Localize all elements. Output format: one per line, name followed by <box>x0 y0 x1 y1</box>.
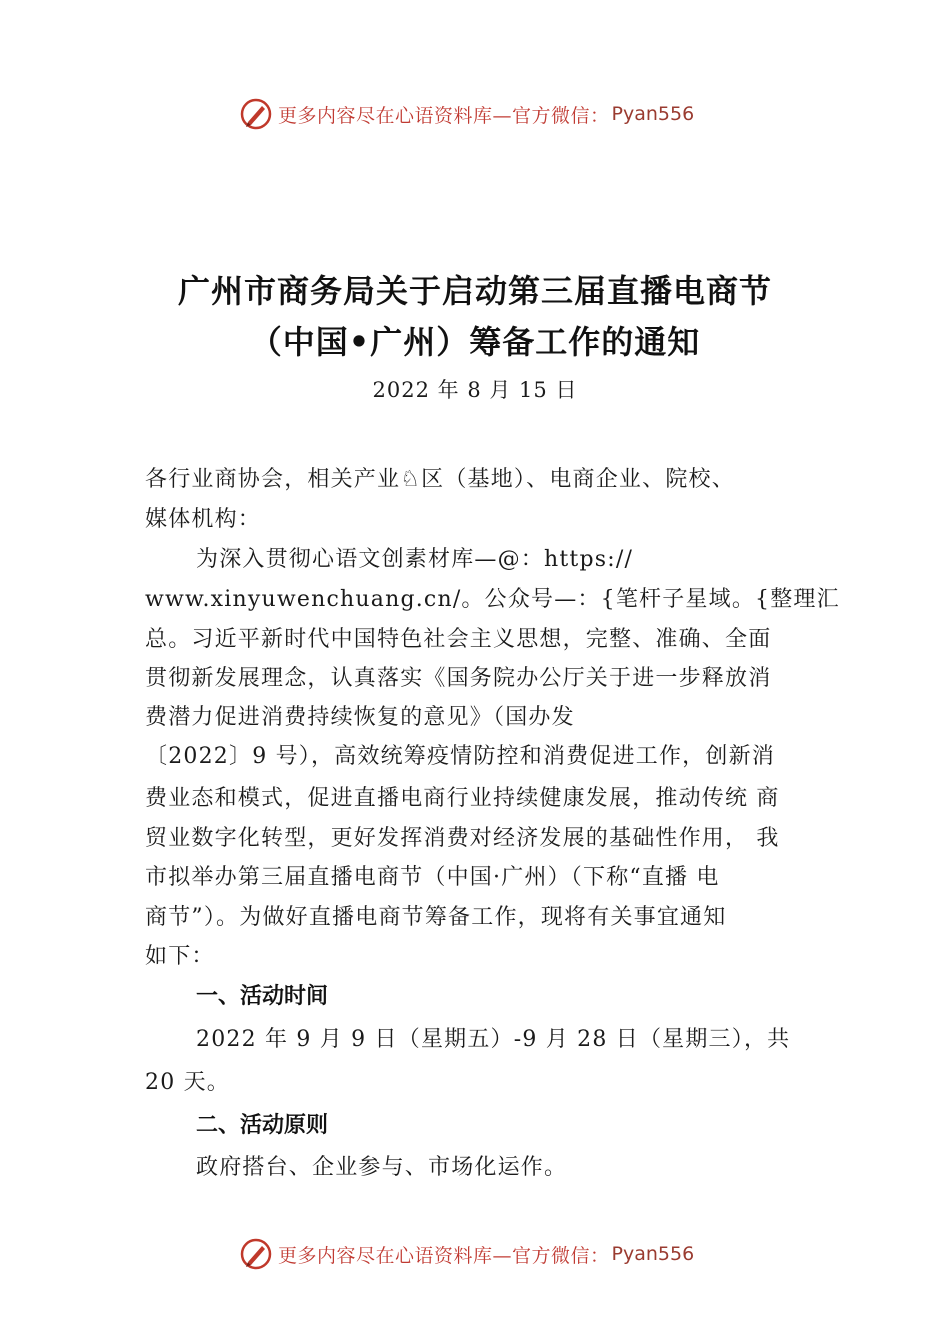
body-line: 20 天。 <box>145 1070 230 1095</box>
banner-wechat-id: Pyan556 <box>611 1243 695 1265</box>
body-line: 2022 年 9 月 9 日（星期五）-9 月 28 日（星期三），共 <box>196 1027 791 1052</box>
banner-text: 更多内容尽在心语资料库—官方微信： <box>278 1244 610 1267</box>
body-line: 〔2022〕9 号），高效统筹疫情防控和消费促进工作，创新消 <box>145 744 775 769</box>
section-heading-time: 一、活动时间 <box>196 984 329 1009</box>
body-line: 费业态和模式，促进直播电商行业持续健康发展，推动传统 商 <box>145 786 780 811</box>
page-title-line-1: 广州市商务局关于启动第三届直播电商节 <box>177 272 772 310</box>
body-line: 媒体机构： <box>145 507 262 532</box>
header-watermark-banner <box>238 96 694 132</box>
section-heading-principle: 二、活动原则 <box>196 1113 329 1138</box>
pen-logo-icon <box>238 1236 274 1272</box>
body-line: 商节”）。为做好直播电商节筹备工作，现将有关事宜通知 <box>145 905 727 930</box>
banner-text: 更多内容尽在心语资料库—官方微信： <box>278 104 610 127</box>
body-line: 各行业商协会，相关产业♘区（基地）、电商企业、院校、 <box>145 467 735 492</box>
body-line: 政府搭台、企业参与、市场化运作。 <box>196 1155 568 1180</box>
body-line: www.xinyuwenchuang.cn/。公众号—：{笔杆子星域。{整理汇 <box>145 587 840 612</box>
body-line: 如下： <box>145 944 215 969</box>
banner-wechat-id: Pyan556 <box>611 103 695 125</box>
pen-logo-icon <box>238 96 274 132</box>
body-line: 贯彻新发展理念，认真落实《国务院办公厅关于进一步释放消 <box>145 666 772 691</box>
body-line: 贸业数字化转型，更好发挥消费对经济发展的基础性作用， 我 <box>145 826 780 851</box>
body-line: 费潜力促进消费持续恢复的意见》（国办发 <box>145 705 575 730</box>
body-line: 总。习近平新时代中国特色社会主义思想，完整、准确、全面 <box>145 627 772 652</box>
body-line: 市拟举办第三届直播电商节（中国·广州）（下称“直播 电 <box>145 865 720 890</box>
footer-watermark-banner <box>238 1236 694 1272</box>
publish-date: 2022 年 8 月 15 日 <box>372 378 578 402</box>
page-title-line-2: （中国•广州）筹备工作的通知 <box>249 323 701 361</box>
body-line: 为深入贯彻心语文创素材库—@：https:// <box>196 547 634 572</box>
